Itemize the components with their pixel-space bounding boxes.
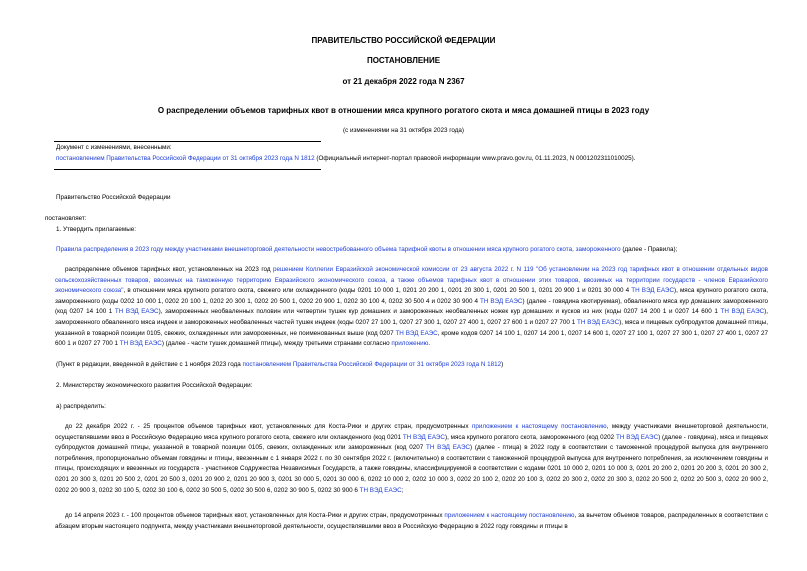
decides-text: постановляет: — [45, 215, 87, 222]
rules-line — [56, 244, 677, 255]
eec-decision-link[interactable]: решением Коллегии Евразийской экономической комиссии от 23 августа 2022 г. N 119 "Об установлении на 2023 год тарифных квот в отношении отдельных видов сельскохозяйственных товаров, ввозимых на таможенную территорию Евразийского экономического союза, а также объемов тарифных квот в отношении этих товаров, ввозимых на территории государств - членов Евразийского экономического союза" — [55, 266, 768, 295]
rules-tail: (далее - Правила); — [620, 246, 678, 253]
changes-tail: (Официальный интернет-портал правовой информации www.pravo.gov.ru, 01.11.2023, N 0001202311010025). — [314, 155, 636, 162]
tnved-link[interactable]: ТН ВЭД ЕАЭС — [114, 308, 159, 316]
tnved-link[interactable]: ТН ВЭД ЕАЭС — [577, 318, 620, 326]
authority-text: Правительство Российской Федерации — [56, 194, 171, 201]
revision-note: (Пункт в редакции, введенной в действие с 1 ноября 2023 года постановлением Правительства Российской Федерации от 31 октября 2023 года N 1812) — [56, 361, 504, 368]
item-2: 2. Министерству экономического развития Российской Федерации: — [56, 382, 253, 389]
tnved-link[interactable]: ТН ВЭД ЕАЭС — [615, 433, 659, 441]
distribution-paragraph: распределение объемов тарифных квот, установленных на 2023 год решением Коллегии Евразийской экономической комиссии от 23 августа 2022 г. N 119 "Об установлении на 2023 год тарифных квот в отношении отдельных видов сельскохозяйственных товаров, ввозимых на таможенную территорию Евразийского экономического союза, а также объемов тарифных квот в отношении этих товаров, ввозимых на территории государств - членов Евразийского экономического союза", в отношении мяса крупного рогатого скота, свежего или охлажденного (коды 0201 10 000 1, 0201 20 200 1, 0201 20 300 1, 0201 20 500 1, 0201 20 900 1 и 0201 30 000 4 ТН ВЭД ЕАЭС), мяса крупного рогатого скота, замороженного (коды 0202 10 000 1, 0202 20 100 1, 0202 20 300 1, 0202 20 500 1, 0202 20 900 1, 0202 30 100 4, 0202 30 500 4 и 0202 30 900 4 ТН ВЭД ЕАЭС) (далее - говядина квотируемая), обваленного мяса кур домашних замороженного (код 0207 14 100 1 ТН ВЭД ЕАЭС), замороженных необваленных половин или четвертин тушек кур домашних и замороженных необваленных ножек кур домашних и кусков из них (коды 0207 14 200 1 и 0207 14 600 1 ТН ВЭД ЕАЭС), замороженного обваленного мяса индеек и замороженных необваленных частей тушек индеек (коды 0207 27 100 1, 0207 27 300 1, 0207 27 400 1, 0207 27 600 1 и 0207 27 700 1 ТН ВЭД ЕАЭС), мяса и пищевых субпродуктов домашней птицы, указанной в товарной позиции 0105, свежих, охлажденных или замороженных, не поименованных выше (код 0207 ТН ВЭД ЕАЭС, кроме кодов 0207 14 100 1, 0207 14 200 1, 0207 14 600 1, 0207 27 100 1, 0207 27 300 1, 0207 27 400 1, 0207 27 600 1 и 0207 27 700 1 ТН ВЭД ЕАЭС) (далее - части тушек домашней птицы), между третьими странами согласно приложению. — [55, 266, 769, 348]
document-type: ПОСТАНОВЛЕНИЕ — [366, 56, 441, 65]
item-2a: а) распределить: — [56, 403, 106, 410]
tnved-link[interactable]: ТН ВЭД ЕАЭС — [479, 297, 523, 305]
amendment-link[interactable]: постановлением Правительства Российской Федерации от 31 октября 2023 года N 1812 — [56, 155, 315, 162]
revision-link[interactable]: постановлением Правительства Российской Федерации от 31 октября 2023 года N 1812 — [242, 361, 502, 368]
changes-line — [56, 153, 635, 164]
tnved-link[interactable]: ТН ВЭД ЕАЭС — [402, 433, 445, 441]
appendix-link[interactable]: приложением к настоящему постановлению — [444, 512, 575, 519]
item-1: 1. Утвердить прилагаемые: — [56, 226, 136, 233]
tnved-link[interactable]: ТН ВЭД ЕАЭС — [119, 340, 162, 348]
government-heading: ПРАВИТЕЛЬСТВО РОССИЙСКОЙ ФЕДЕРАЦИИ — [311, 36, 496, 45]
tnved-link[interactable]: ТН ВЭД ЕАЭС — [359, 486, 402, 494]
tnved-link[interactable]: ТН ВЭД ЕАЭС — [395, 329, 438, 337]
appendix-link[interactable]: приложением к настоящему постановлению — [471, 423, 607, 430]
tnved-link[interactable]: ТН ВЭД ЕАЭС — [425, 444, 471, 452]
bottom-rule — [54, 169, 321, 170]
changes-label: Документ с изменениями, внесенными: — [56, 144, 172, 151]
amendments-note: (с изменениями на 31 октября 2023 года) — [342, 127, 465, 134]
appendix-link[interactable]: приложению — [391, 340, 429, 348]
document-title: О распределении объемов тарифных квот в отношении мяса крупного рогатого скота и мяса домашней птицы в 2023 году — [157, 106, 650, 115]
date-number: от 21 декабря 2022 года N 2367 — [342, 77, 465, 86]
allocation-paragraph-1: до 22 декабря 2022 г. - 25 процентов объемов тарифных квот, установленных для Коста-Рики и других стран, предусмотренных приложением к настоящему постановлению, между участниками внешнеторговой деятельности, осуществлявшими ввоз в Российскую Федерацию мяса крупного рогатого скота, свежего или охлажденного (код 0201 ТН ВЭД ЕАЭС), мяса крупного рогатого скота, замороженного (код 0202 ТН ВЭД ЕАЭС) (далее - говядина), мяса и пищевых субпродуктов домашней птицы, указанной в товарной позиции 0105, свежих, охлажденных или замороженных (код 0207 ТН ВЭД ЕАЭС) (далее - птица) в 2022 году в соответствии с таможенной процедурой выпуска для внутреннего потребления, пропорционально объемам говядины и птицы, ввезенным с 1 января 2022 г. по 30 сентября 2022 г. (включительно) в соответствии с таможенной процедурой выпуска для внутреннего потребления, за исключением говядины и птицы, происходящих и ввезенных из государств - участников Содружества Независимых Государств, а также говядины, классифицируемой в соответствии с кодами 0201 10 000 2, 0201 10 000 3, 0201 20 200 2, 0201 20 200 3, 0201 20 300 2, 0201 20 300 3, 0201 20 500 2, 0201 20 500 3, 0201 20 900 2, 0201 20 900 3, 0201 30 000 5, 0201 30 000 6, 0202 10 000 2, 0202 10 000 3, 0202 20 100 2, 0202 20 100 3, 0202 20 300 2, 0202 20 300 3, 0202 20 500 2, 0202 20 500 3, 0202 20 900 2, 0202 20 900 3, 0202 30 100 5, 0202 30 100 6, 0202 30 500 5, 0202 30 500 6, 0202 30 900 5, 0202 30 900 6 ТН ВЭД ЕАЭС; — [55, 423, 768, 494]
allocation-paragraph-2: до 14 апреля 2023 г. - 100 процентов объемов тарифных квот, установленных для Коста-Рики и других стран, предусмотренных приложением к настоящему постановлению, за вычетом объемов товаров, распределенных в соответствии с абзацем вторым настоящего подпункта, между участниками внешнеторговой деятельности, осуществлявшими ввоз в Российскую Федерацию в 2022 году говядины и птицы в — [55, 512, 768, 530]
rules-link[interactable]: Правила распределения в 2023 году между участниками внешнеторговой деятельности невостребованного объема тарифной квоты в отношении мяса крупного рогатого скота, замороженного — [56, 246, 621, 253]
tnved-link[interactable]: ТН ВЭД ЕАЭС — [720, 308, 765, 316]
tnved-link[interactable]: ТН ВЭД ЕАЭС — [631, 287, 674, 295]
